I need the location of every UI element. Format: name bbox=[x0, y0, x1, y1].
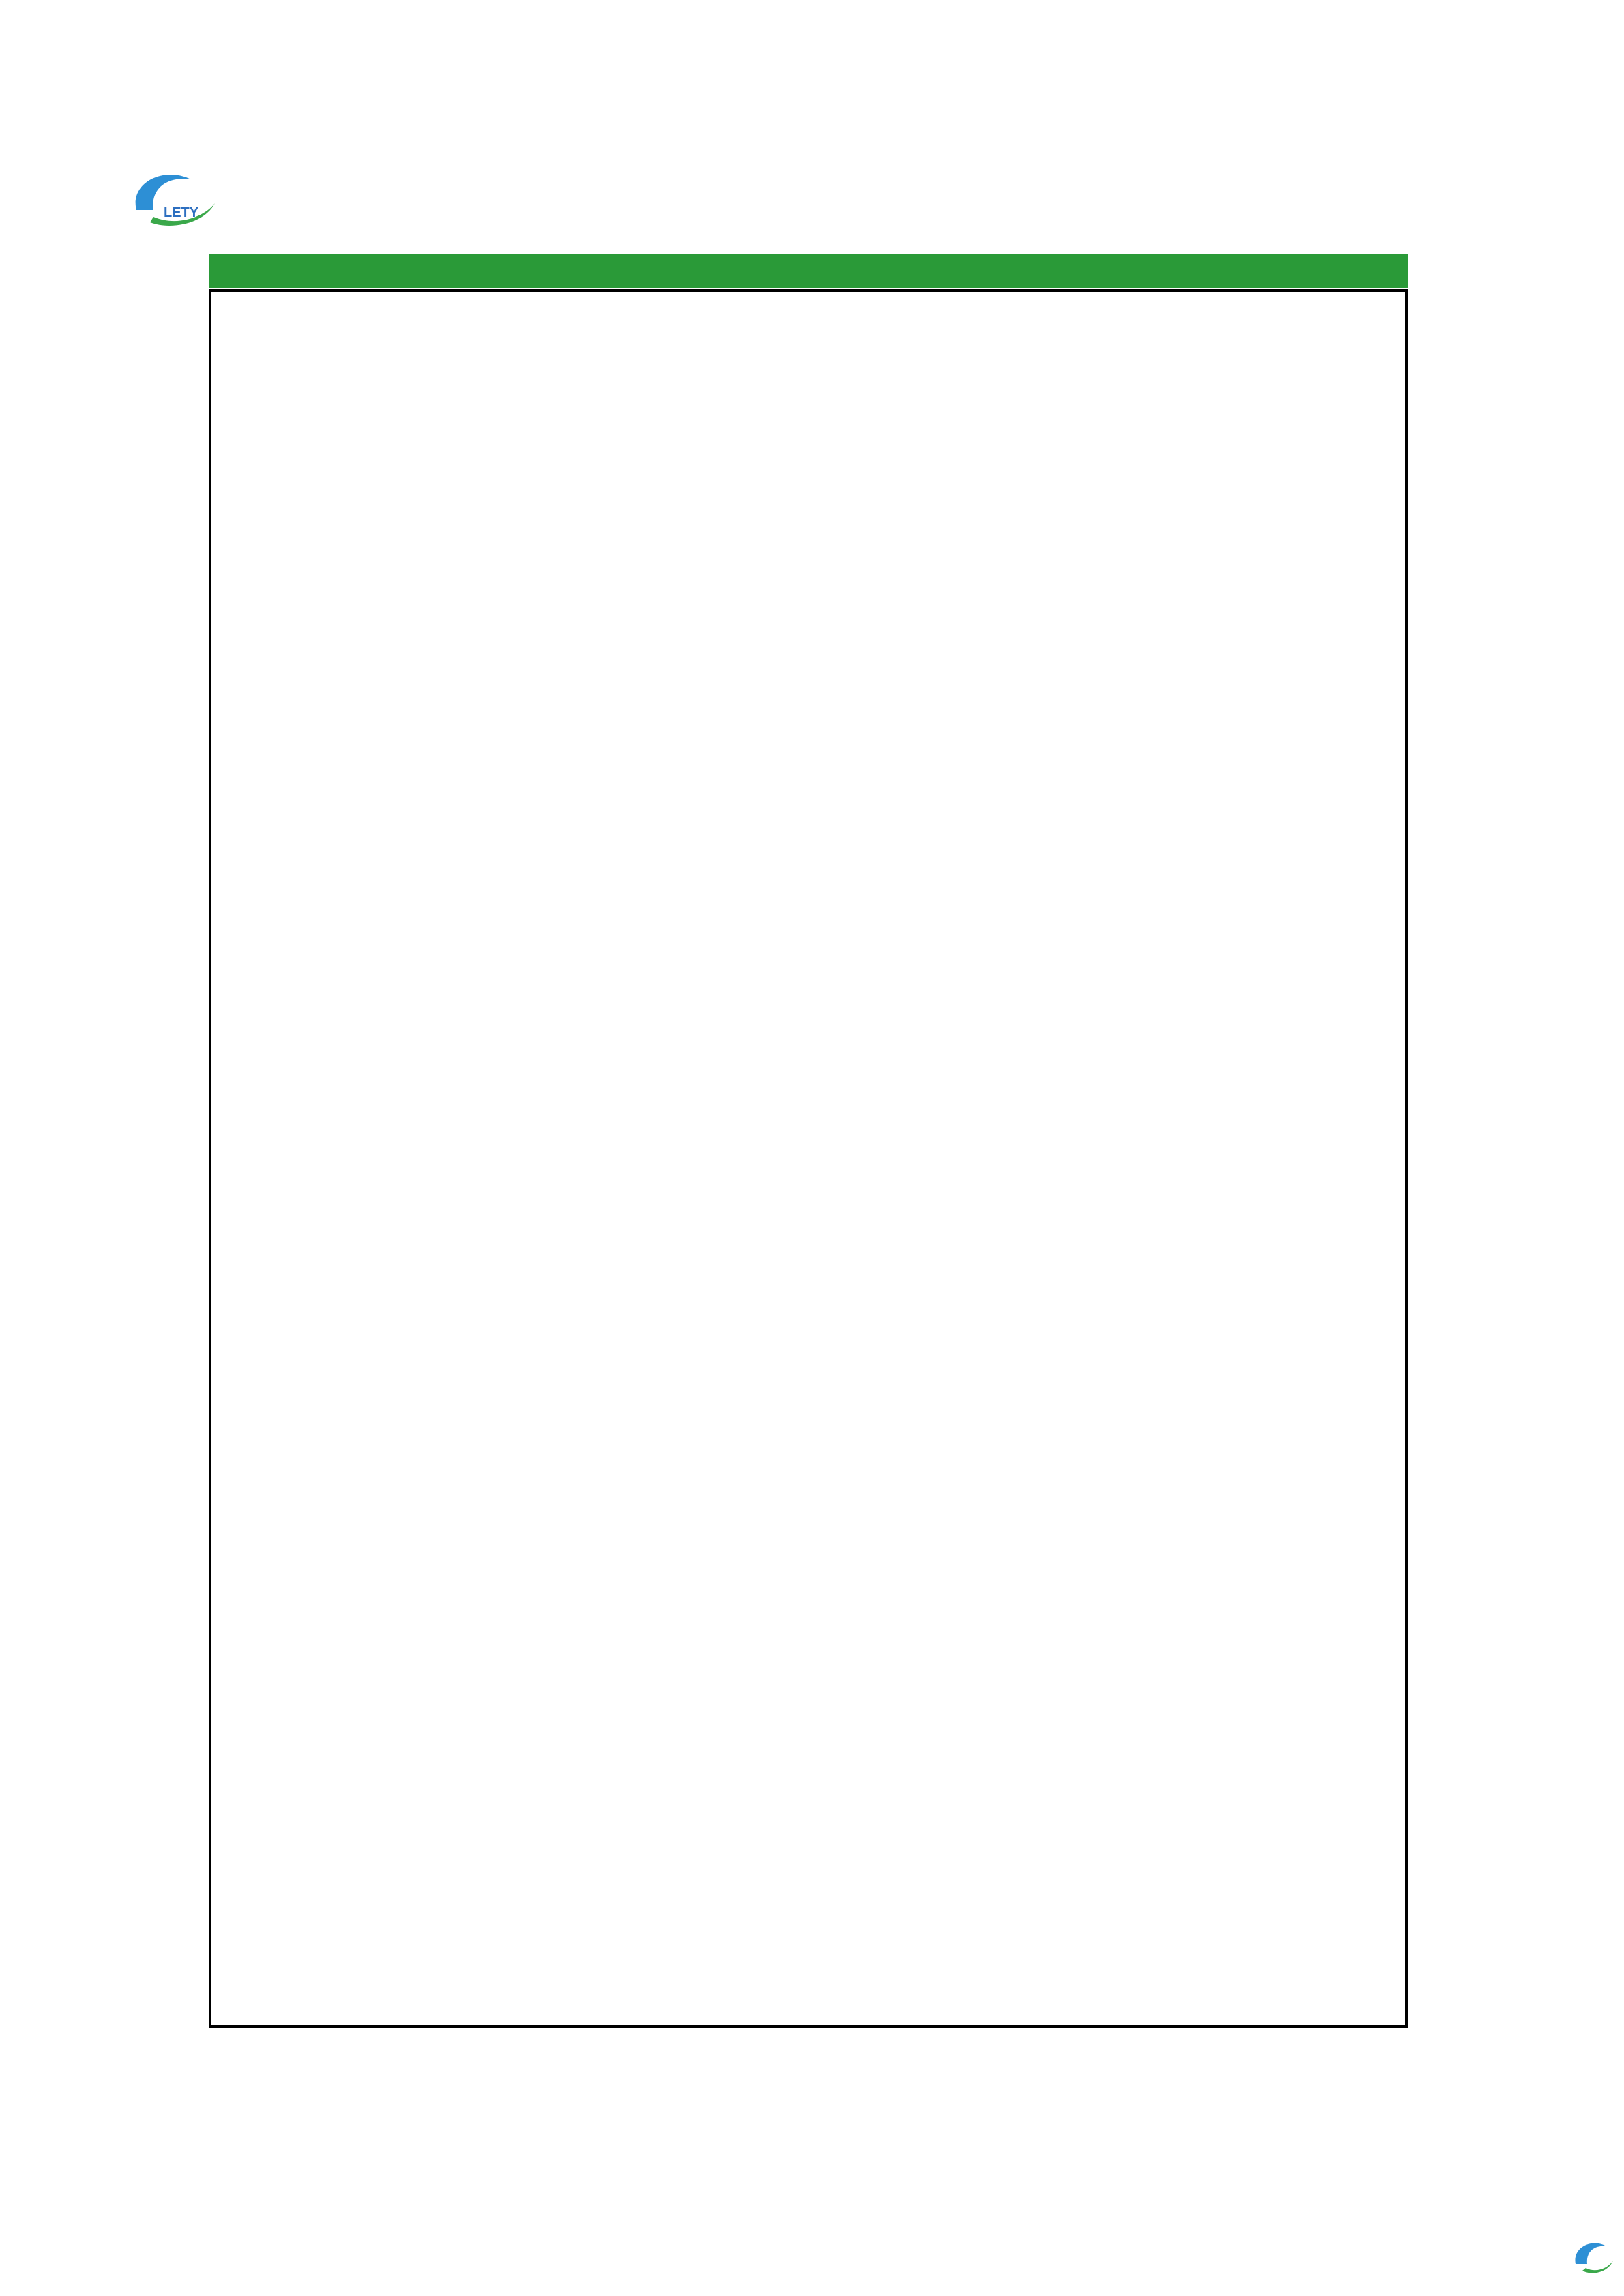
product-table bbox=[209, 289, 1408, 2028]
page-title bbox=[209, 254, 1408, 288]
lety-logo bbox=[123, 162, 225, 237]
corner-logo bbox=[1569, 2237, 1616, 2278]
svg-text:LETY: LETY bbox=[164, 205, 199, 220]
